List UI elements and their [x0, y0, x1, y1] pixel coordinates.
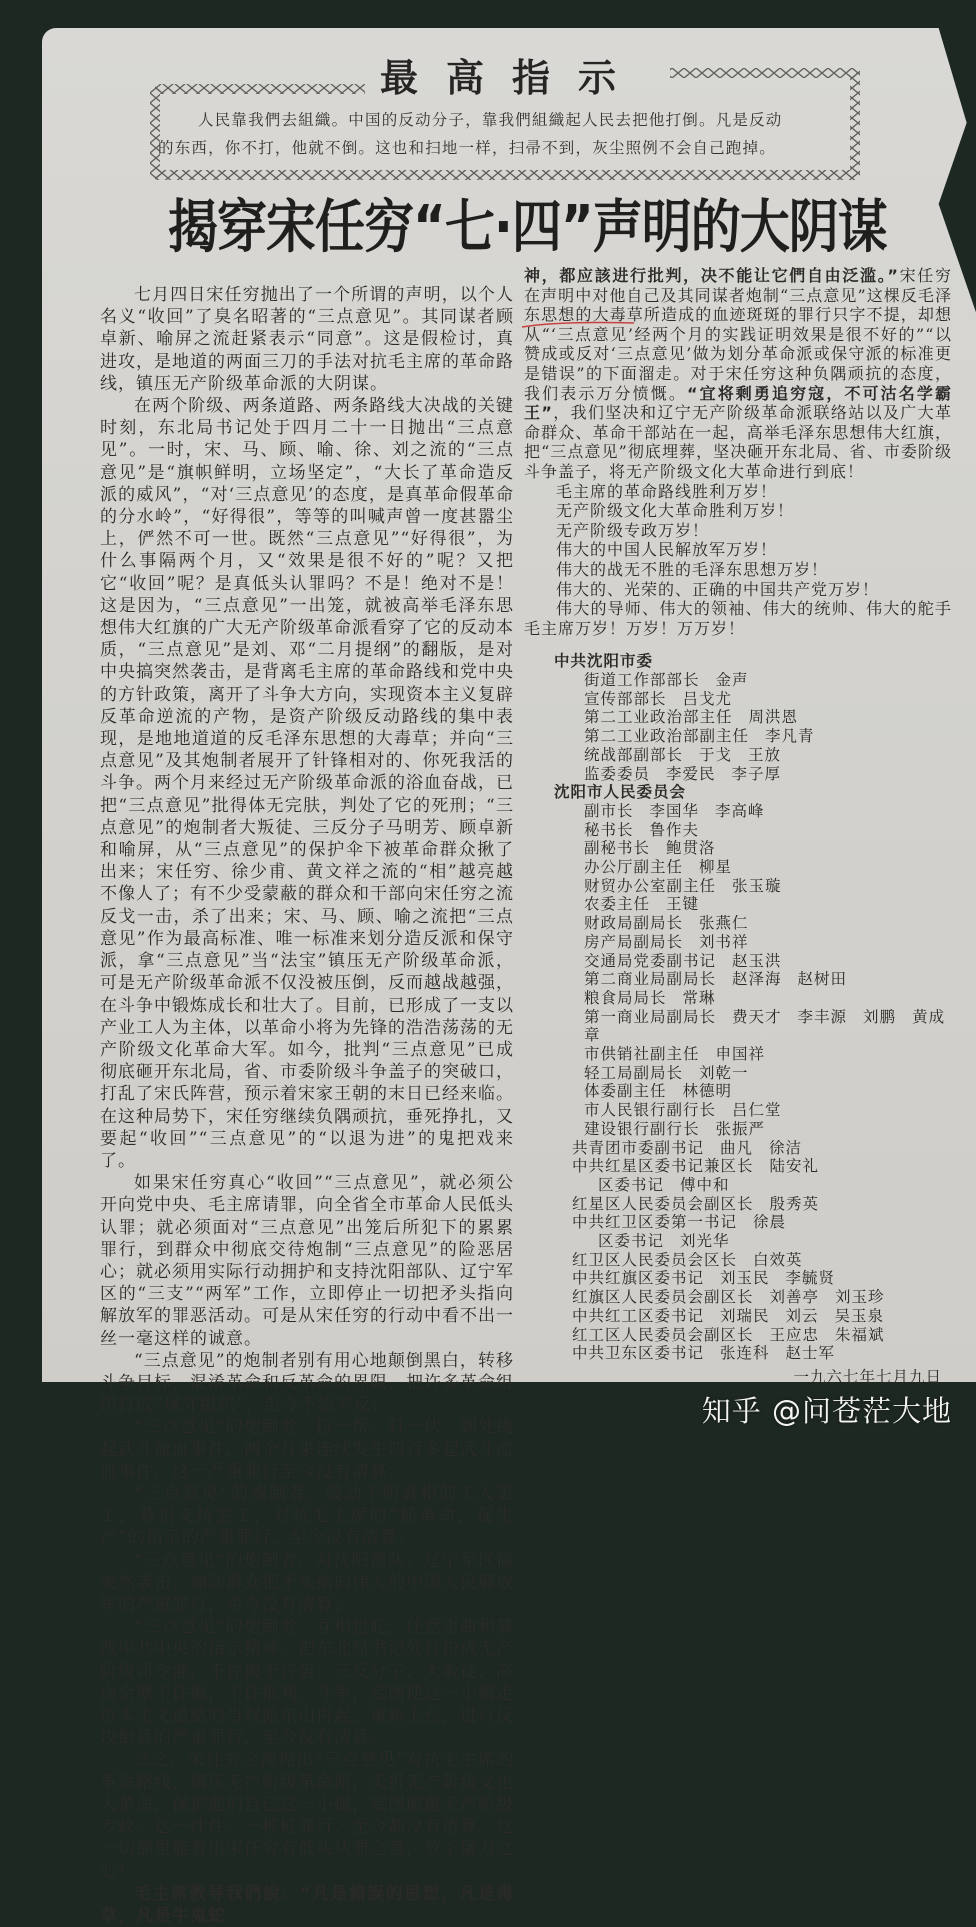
article-left-column [100, 284, 514, 1927]
person-name: 白效英 [753, 1250, 803, 1269]
position-title: 红星区人民委员会副区长 [572, 1194, 754, 1213]
signatory-entry [554, 914, 952, 933]
position-title: 区委书记 [598, 1232, 665, 1251]
position-title: 市人民银行副行长 [584, 1101, 717, 1120]
signatory-entry [554, 1288, 952, 1307]
person-name: 常琳 [682, 988, 716, 1007]
signatory-entry [554, 858, 952, 877]
person-name: 鲍贯洛 [666, 839, 716, 858]
red-pen-underline [519, 318, 639, 330]
supreme-instruction-title: 最高指示 [380, 55, 645, 100]
position-title: 副秘书长 [584, 839, 651, 858]
person-name: 李爱民 [666, 764, 716, 783]
signatory-entry [554, 839, 952, 858]
person-name: 徐洁 [769, 1138, 803, 1157]
article-paragraph: 总之，宋任穷之流抛出“三点意见”对抗毛主席的革命路线，镇压无产阶级革命派，夭折无产阶级文化大革命，保护他们自己这一小撮，妄图颠覆无产阶级专政，这一件件、一桩桩罪行，至今都没有清算。这一切那里能看出宋任穷有低头认罪之意，放下屠刀之心！ [100, 1750, 514, 1882]
signatory-entry [554, 933, 952, 952]
person-name: 刘玉民 [720, 1269, 770, 1288]
person-name: 刘书祥 [699, 932, 749, 951]
article-paragraph: “三点意见”的炮制者，互相包庇，任意歪曲和篡改中共中央的指示精神，把东北局书记处打扮成无产阶级司令部，不许揭不许轰；三反分子、大叛徒、高岗余孽不许揪，不许批判、斗争，妄图使这一小撮走资本主义道路的当权派东山再起，重新上台，进行反攻倒算的严重罪行，至今没有清算。 [100, 1617, 514, 1749]
person-name: 吕仁堂 [732, 1101, 782, 1120]
signatory-entry [554, 765, 952, 784]
position-title: 市供销社副主任 [584, 1045, 700, 1064]
position-title: 监委委员 [584, 764, 651, 783]
position-title: 农委主任 [584, 895, 651, 914]
person-name: 费天才 [732, 1007, 782, 1026]
signatory-entry [554, 1307, 952, 1326]
slogan: 毛主席的革命路线胜利万岁！ [556, 481, 778, 501]
person-name: 曲凡 [720, 1138, 754, 1157]
position-title: 中共红卫区委第一书记 [572, 1213, 738, 1232]
person-name: 林德明 [682, 1082, 733, 1101]
article-paragraph: “三点意见”的炮制者，鼓动不明真相的工人罢工，募捐支持罢工，对抗毛主席的“抓革命，促生产”的指示的严重罪行，至今没有清算； [100, 1483, 514, 1549]
signatory-entry [554, 1195, 952, 1214]
slogan: 伟大的导师、伟大的领袖、伟大的统帅、伟大的舵手毛主席万岁！万岁！万万岁！ [524, 599, 952, 638]
position-title: 街道工作部部长 [584, 670, 700, 689]
person-name: 刘光华 [680, 1232, 730, 1251]
position-title: 建设银行副行长 [584, 1119, 700, 1138]
signatory-entry [554, 1251, 952, 1270]
slogan: 无产阶级专政万岁！ [556, 520, 710, 540]
signatory-entry [554, 1176, 952, 1195]
position-title: 中共红工区委书记 [572, 1306, 705, 1325]
person-name: 刘乾一 [699, 1063, 749, 1082]
position-title: 体委副主任 [584, 1082, 667, 1101]
signatory-entry [554, 1269, 952, 1288]
person-name: 王放 [748, 745, 782, 764]
position-title: 房产局副局长 [584, 932, 684, 951]
position-title: 办公厅副主任 [584, 858, 684, 877]
position-title: 粮食局局长 [584, 988, 667, 1007]
position-title: 中共红星区委书记兼区长 [572, 1157, 754, 1176]
signatory-entry [554, 1139, 952, 1158]
person-name: 徐晨 [753, 1213, 787, 1232]
person-name: 李高峰 [715, 801, 765, 820]
person-name: 刘善亭 [769, 1288, 820, 1307]
mao-quote-line-2: 的东西，你不打，他就不倒。这也和扫地一样，扫帚不到，灰尘照例不会自己跑掉。 [158, 139, 776, 157]
signatory-entry [554, 1082, 952, 1101]
signatory-entry [554, 1064, 952, 1083]
signatory-entry [554, 1213, 952, 1232]
person-name: 李子厚 [731, 764, 782, 783]
signatory-entry [554, 989, 952, 1008]
article-paragraph: 七月四日宋任穷抛出了一个所谓的声明，以个人名义“收回”了臭名昭著的“三点意见”。其同谋者顾卓新、喻屏之流赶紧表示“同意”。这是假检讨，真进攻，是地道的两面三刀的手法对抗毛主席的革命路线，镇压无产阶级革命派的大阴谋。 [100, 285, 514, 394]
person-name: 赵士军 [785, 1344, 836, 1363]
slogan: 伟大的战无不胜的毛泽东思想万岁！ [556, 559, 829, 579]
signatory-entry [554, 970, 952, 989]
signatory-entry [554, 1008, 952, 1045]
slogan: 伟大的中国人民解放军万岁！ [556, 540, 778, 560]
person-name: 赵泽海 [732, 970, 782, 989]
signatory-entry [554, 1101, 952, 1120]
organization-heading: 沈阳市人民委员会 [554, 783, 687, 802]
mao-poem-quote: “宜将剩勇追穷寇，不可沽名学霸王” [524, 383, 952, 423]
position-title: 财政局副局长 [584, 914, 684, 933]
person-name: 李毓贤 [785, 1269, 836, 1288]
person-name: 刘玉珍 [835, 1288, 885, 1307]
signing-date: 一九六七年七月九日 [793, 1368, 942, 1386]
signatory-entry [554, 1344, 952, 1363]
signatory-entry [554, 1120, 952, 1139]
signatory-entry [554, 877, 952, 896]
article-headline: 揭穿宋任穷“七·四”声明的大阴谋 [168, 193, 887, 261]
person-name: 刘瑞民 [720, 1306, 770, 1325]
signatory-entry [554, 1326, 952, 1345]
person-name: 周洪恩 [748, 708, 799, 727]
article-paragraph [524, 266, 952, 482]
mao-teaching-quote-end: 神，都应該进行批判，决不能让它們自由泛滥。” [524, 266, 899, 285]
person-name: 刘云 [785, 1306, 819, 1325]
signatory-entry [554, 746, 952, 765]
position-title: 轻工局副局长 [584, 1063, 684, 1082]
position-title: 红工区人民委员会副区长 [572, 1325, 754, 1344]
person-name: 张连科 [720, 1344, 770, 1363]
signatory-entry [554, 952, 952, 971]
person-name: 殷秀英 [769, 1194, 820, 1213]
position-title: 第二商业局副局长 [584, 970, 717, 989]
position-title: 第二工业政治部副主任 [584, 727, 750, 746]
position-title: 财贸办公室副主任 [584, 876, 717, 895]
person-name: 申国祥 [715, 1045, 766, 1064]
person-name: 张燕仁 [699, 914, 749, 933]
position-title: 第二工业政治部主任 [584, 708, 733, 727]
slogan: 伟大的、光荣的、正确的中国共产党万岁！ [556, 579, 880, 599]
person-name: 李国华 [649, 801, 700, 820]
person-name: 柳星 [699, 858, 733, 877]
position-title: 共青团市委副书记 [572, 1138, 705, 1157]
mao-teaching-quote-start: 毛主席教导我們說：“凡是錯誤的思想，凡是毒草，凡是牛鬼蛇 [100, 1883, 514, 1926]
person-name: 张玉璇 [732, 876, 782, 895]
article-text: ，我们坚决和辽宁无产阶级革命派联络站以及广大革命群众、革命干部站在一起，高举毛泽东思想伟大红旗，把“三点意见”彻底埋葬，坚决砸开东北局、省、市委阶级斗争盖子，将无产阶级文化大革命进行到底！ [524, 403, 952, 481]
person-name: 吕戈尤 [682, 689, 733, 708]
person-name: 刘鹏 [863, 1007, 897, 1026]
person-name: 金声 [715, 670, 749, 689]
signatory-entry [554, 1157, 952, 1176]
position-title: 区委书记 [598, 1175, 665, 1194]
position-title: 中共红旗区委书记 [572, 1269, 705, 1288]
person-name: 于戈 [699, 745, 733, 764]
signatory-list [524, 652, 952, 1363]
article-paragraph: 如果宋任穷真心“收回”“三点意见”，就必须公开向党中央、毛主席请罪，向全省全市革命人民低头认罪；就必须面对“三点意见”出笼后所犯下的累累罪行，到群众中彻底交待炮制“三点意见”的险恶居心；就必须用实际行动拥护和支持沈阳部队、辽宁军区的“三支”“两军”工作，立即停止一切把矛头指向解放军的罪恶活动。可是从宋任穷的行动中看不出一丝一毫这样的诚意。 [100, 1173, 514, 1349]
signatory-entry [554, 671, 952, 690]
signatory-entry [554, 727, 952, 746]
supreme-instruction-box [150, 48, 865, 190]
signatory-entry [554, 1232, 952, 1251]
article-text: 宋任穷在声明中对他自己及其同谋者炮制“三点意见”这棵反毛泽东思想的大毒草所造成的血迹斑斑的罪行只字不提，却想从“‘三点意见’经两个月的实践证明效果是很不好的”“以赞成或反对‘三点意见’做为划分革命派或保守派的标准更是错误”的下面溜走。对于宋任穷这种负隅顽抗的态度，我们表示万分愤慨。 [524, 266, 952, 403]
person-name: 鲁作夫 [649, 820, 700, 839]
signatory-entry [554, 690, 952, 709]
signatory-entry [554, 708, 952, 727]
person-name: 吴玉泉 [834, 1306, 885, 1325]
person-name: 赵树田 [797, 970, 848, 989]
position-title: 副市长 [584, 801, 634, 820]
organization-heading: 中共沈阳市委 [554, 652, 654, 671]
person-name: 朱福斌 [835, 1325, 885, 1344]
person-name: 王键 [666, 895, 700, 914]
person-name: 陆安礼 [769, 1157, 820, 1176]
person-name: 李凡青 [765, 727, 815, 746]
signatory-entry [554, 802, 952, 821]
person-name: 傅中和 [680, 1175, 730, 1194]
article-right-column [524, 266, 952, 1429]
slogan: 无产阶级文化大革命胜利万岁！ [556, 501, 795, 521]
signatory-entry [554, 821, 952, 840]
person-name: 黄成章 [584, 1007, 946, 1045]
position-title: 统战部副部长 [584, 745, 684, 764]
article-paragraph: “三点意见”的炮制者，对沈阳部队、辽宁军区搞突然袭击，煽动群众把矛头指向伟大的中国人民解放军的严重罪行，至今没有清算； [100, 1550, 514, 1615]
article-paragraph: “三点意见”的炮制者别有用心地颠倒黑白，转移斗争目标，混淆革命和反革命的界限，把许多革命组织打成“保守组织”，至今不给平反； [100, 1350, 514, 1416]
person-name: 张振严 [715, 1119, 766, 1138]
zhihu-watermark: 知乎 @问苍茫大地 [701, 1394, 952, 1428]
person-name: 李丰源 [797, 1007, 848, 1026]
person-name: 王应忠 [769, 1325, 820, 1344]
person-name: 赵玉洪 [732, 951, 782, 970]
position-title: 宣传部部长 [584, 689, 667, 708]
position-title: 中共卫东区委书记 [572, 1344, 705, 1363]
position-title: 第一商业局副局长 [584, 1007, 717, 1026]
signatory-entry [554, 895, 952, 914]
article-paragraph: 在两个阶级、两条道路、两条路线大决战的关键时刻，东北局书记处于四月二十一日抛出“三点意见”。一时，宋、马、顾、喻、徐、刘之流的“三点意见”是“旗帜鲜明，立场坚定”，“大长了革命造反派的威风”，“对‘三点意见’的态度，是真革命假革命的分水岭”，“好得很”，等等的叫喊声曾一度甚嚣尘上，俨然不可一世。既然“三点意见”“好得很”，为什么事隔两个月，又“效果是很不好的”呢？又把它“收回”呢？是真低头认罪吗？不是！绝对不是！这是因为，“三点意见”一出笼，就被高举毛泽东思想伟大红旗的广大无产阶级革命派看穿了它的反动本质，“三点意见”是刘、邓“二月提纲”的翻版，是对中央搞突然袭击，是背离毛主席的革命路线和党中央的方针政策，离开了斗争大方向，实现资本主义复辟反革命逆流的产物，是资产阶级反动路线的集中表现，是地地道道的反毛泽东思想的大毒草；并向“三点意见”及其炮制者展开了针锋相对的、你死我活的斗争。两个月来经过无产阶级革命派的浴血奋战，已把“三点意见”批得体无完肤，判处了它的死刑；“三点意见”的炮制者大叛徒、三反分子马明芳、顾卓新和喻屏，从“三点意见”的保护伞下被革命群众揪了出来；宋任穷、徐少甫、黄文祥之流的“相”越亮越不像人了；有不少受蒙蔽的群众和干部向宋任穷之流反戈一击，杀了出来；宋、马、顾、喻之流把“三点意见”作为最高标准、唯一标准来划分造反派和保守派，拿“三点意见”当“法宝”镇压无产阶级革命派，可是无产阶级革命派不仅没被压倒，反而越战越强，在斗争中锻炼成长和壮大了。目前，已形成了一支以产业工人为主体，以革命小将为先锋的浩浩荡荡的无产阶级文化革命大军。如今，批判“三点意见”已成彻底砸开东北局，省、市委阶级斗争盖子的突破口，打乱了宋氏阵营，预示着宋家王朝的末日已经来临。在这种局势下，宋任穷继续负隅顽抗，垂死挣扎，又要起“收回”“三点意见”的“以退为进”的鬼把戏来了。 [100, 396, 514, 1171]
position-title: 红旗区人民委员会副区长 [572, 1288, 754, 1307]
position-title: 秘书长 [584, 820, 634, 839]
signatory-entry [554, 1045, 952, 1064]
position-title: 交通局党委副书记 [584, 951, 717, 970]
article-paragraph: “三点意见”的炮制者，拉一帮，打一伙，到处挑起武斗流血事件，两个月来连续发生四百多起武斗流血事件，这一严重罪行至今没有清算； [100, 1417, 514, 1482]
position-title: 红卫区人民委员会区长 [572, 1250, 738, 1269]
slogan-list [524, 482, 952, 639]
mao-quote-line-1: 人民靠我們去組織。中国的反动分子，靠我們組織起人民去把他打倒。凡是反动 [198, 111, 783, 129]
